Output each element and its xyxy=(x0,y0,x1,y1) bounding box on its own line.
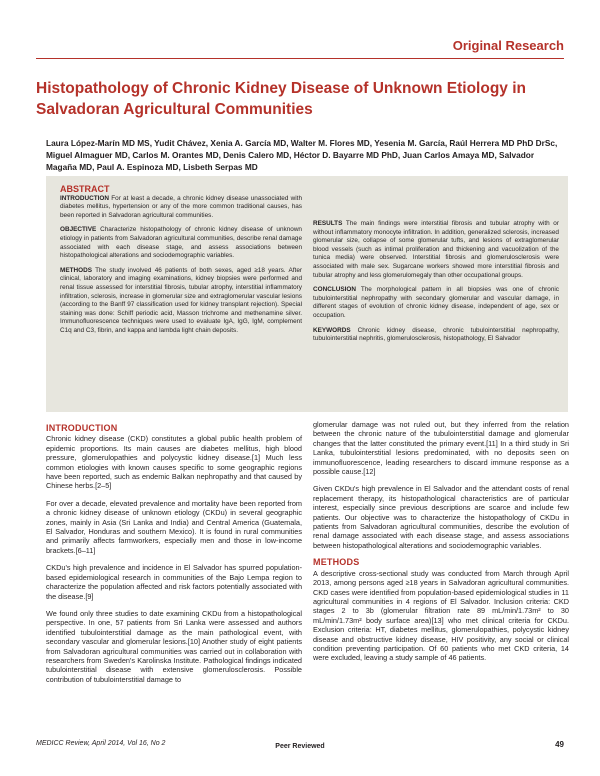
abstract-keywords-text: Chronic kidney disease, chronic tubulointerstitial nephropathy, tubulointerstitial nephritis, glomerulosclerosis, histopathology, El Salvador xyxy=(313,326,559,343)
header-divider xyxy=(36,58,564,59)
introduction-heading: INTRODUCTION xyxy=(46,423,118,433)
body-left-column xyxy=(46,424,302,692)
body-right-column xyxy=(313,420,569,671)
abstract-results-label: RESULTS xyxy=(313,220,343,227)
abstract-introduction xyxy=(60,195,302,221)
abstract-introduction-label: INTRODUCTION xyxy=(60,194,109,202)
peer-reviewed-label: Peer Reviewed xyxy=(275,743,325,750)
section-label: Original Research xyxy=(452,38,564,53)
body-paragraph: For over a decade, elevated prevalence and mortality have been reported from a chronic kidney disease of unknown etiology (CKDu) in several geographic zones, mainly in Asia (Sri Lanka and India) and Central America (Guatemala, El Salvador, Honduras and southern Mexico). It is found in rural communities and primarily affects farmworkers, especially men and those in low-income brackets.[6–11] xyxy=(46,498,302,555)
abstract-introduction-text: For at least a decade, a chronic kidney disease unassociated with diabetes mellitus, hypertension or any of the more common traditional causes, has been reported in Salvadoran agricultural communities. xyxy=(60,194,302,219)
abstract-methods-text: The study involved 46 patients of both sexes, aged ≥18 years. After clinical, laboratory and imaging examinations, kidney biopsies were performed and renal tissue assessed for interstitial fibrosis, tubular atrophy, interstitial inflammatory infiltration, sclerosis, increase in glomerular size and extraglomerular vascular lesions (according to the Banff 97 classification used for kidney transplant rejection). Special staining was done: Schiff periodic acid, Masson trichrome and methenamine silver. Immunofluorescence techniques were used to evaluate IgA, IgG, IgM, complement C1q and C3, fibrin, and kappa and lambda light chain deposits. xyxy=(60,266,302,334)
abstract-conclusion-text: The morphological pattern in all biopsies was one of chronic tubulointerstitial nephropathy with secondary glomerular and vascular damage, in different stages of evolution of chronic kidney disease, independent of age, sex or occupation. xyxy=(313,286,559,319)
abstract-conclusion-label: CONCLUSION xyxy=(313,286,356,294)
article-title: Histopathology of Chronic Kidney Disease of Unknown Etiology in Salvadoran Agricultural Communities xyxy=(36,80,526,118)
abstract-keywords-label: KEYWORDS xyxy=(313,326,351,334)
abstract-results xyxy=(313,220,559,280)
page-number: 49 xyxy=(555,740,564,749)
body-paragraph: CKDu's high prevalence and incidence in El Salvador has spurred population-based epidemiological research in communities of the Bajo Lempa region to characterize the population affected and risk factors potentially associated with the disease.[9] xyxy=(46,563,302,601)
abstract-objective-label: OBJECTIVE xyxy=(60,226,97,234)
abstract-methods-label: METHODS xyxy=(60,266,92,274)
abstract-methods xyxy=(60,267,302,336)
body-paragraph: Chronic kidney disease (CKD) constitutes a global public health problem of epidemic proportions. Its main causes are diabetes mellitus, high blood pressure, glomerulopathies and polycystic kidney disease.[1] Much less common etiologies with known causes specific to some geographic regions have been reported, such as endemic Balkan nephropathy and that caused by Chinese herbs.[2–5] xyxy=(46,434,302,491)
abstract-objective xyxy=(60,226,302,260)
body-paragraph: A descriptive cross-sectional study was conducted from March through April 2013, among persons aged ≥18 years in Salvadoran agricultural communities. CKD cases were identified from population-based epidemiological studies in 11 agricultural communities in 4 regions of El Salvador. Inclusion criteria: CKD stages 2 to 3b (glomerular filtration rate 89 mL/min/1.73m² to 30 mL/min/1.73m² body surface area)[13] who met clinical criteria for CKDu. Exclusion criteria: HT, diabetes mellitus, glomerulopathies, polycystic kidney disease and obstructive kidney disease, HIV positivity, any social or clinical condition preventing participation. Of 60 patients who met CKD criteria, 14 were excluded, leaving a study sample of 46 patients. xyxy=(313,568,569,663)
methods-heading: METHODS xyxy=(313,557,360,568)
abstract-conclusion xyxy=(313,286,559,320)
body-paragraph: Given CKDu's high prevalence in El Salvador and the attendant costs of renal replacement therapy, its histopathological characteristics are of particular interest, especially since previous descriptions are scarce and include few patients. Our objective was to characterize the histopathology of CKDu in patients from Salvadoran agricultural communities, describe the evolution of renal damage associated with each disease stage, and assess associations between histopathological alterations and sociodemographic variables. xyxy=(313,484,569,550)
abstract-keywords xyxy=(313,327,559,344)
abstract-results-text: The main findings were interstitial fibrosis and tubular atrophy with or without inflammatory monocyte infiltration. In addition, generalized sclerosis, increased glomerular size, collapse of some glomerular tufts, and lesions of extraglomerular blood vessels (such as intimal proliferation and thickening and vacuolization of the tunica media) were observed. Interstitial fibrosis and glomerulosclerosis were associated with male sex. Sugarcane workers showed more interstitial fibrosis and tubular atrophy and less glomerulomegaly than other occupational groups. xyxy=(313,220,559,279)
body-paragraph: We found only three studies to date examining CKDu from a histopathological perspective. In one, 57 patients from Sri Lanka were assessed and authors identified tubulointerstitial damage as the main pathological event, with secondary vascular and glomerular lesions.[10] Another study of eight patients from Salvadoran agricultural communities was carried out in collaboration with researchers from Sweden's Karolinska Institute. Pathological findings indicated tubulointerstitial disease with extensive glomerulosclerosis. Possible contribution of tubulointerstitial damage to xyxy=(46,608,302,684)
body-paragraph: glomerular damage was not ruled out, but they inferred from the relation between the chronic nature of the tubulointerstitial damage and glomerular changes that the latter constituted the primary event.[11] In a third study in Sri Lanka, tubulointerstitial lesions predominated, with no deposits seen on immunofluorescence, leading researchers to discard immune response as a possible cause.[12] xyxy=(313,420,569,477)
author-list: Laura López-Marín MD MS, Yudit Chávez, Xenia A. García MD, Walter M. Flores MD, Yesenia M. García, Raúl Herrera MD PhD DrSc, Miguel Almaguer MD, Carlos M. Orantes MD, Denis Calero MD, Héctor D. Bayarre MD PhD, Juan Carlos Amaya MD, Salvador Magaña MD, Paul A. Espinoza MD, Lisbeth Serpas MD xyxy=(46,138,558,172)
abstract-right-column xyxy=(313,180,559,350)
abstract-heading: ABSTRACT xyxy=(60,184,110,194)
abstract-left-column xyxy=(60,180,302,342)
abstract-objective-text: Characterize histopathology of chronic kidney disease of unknown etiology in patients from Salvadoran agricultural communities, describe renal damage associated with each disease stage, and assess associations between histopathological alterations and sociodemographic variables. xyxy=(60,226,302,260)
journal-citation: MEDICC Review, April 2014, Vol 16, No 2 xyxy=(36,740,166,747)
